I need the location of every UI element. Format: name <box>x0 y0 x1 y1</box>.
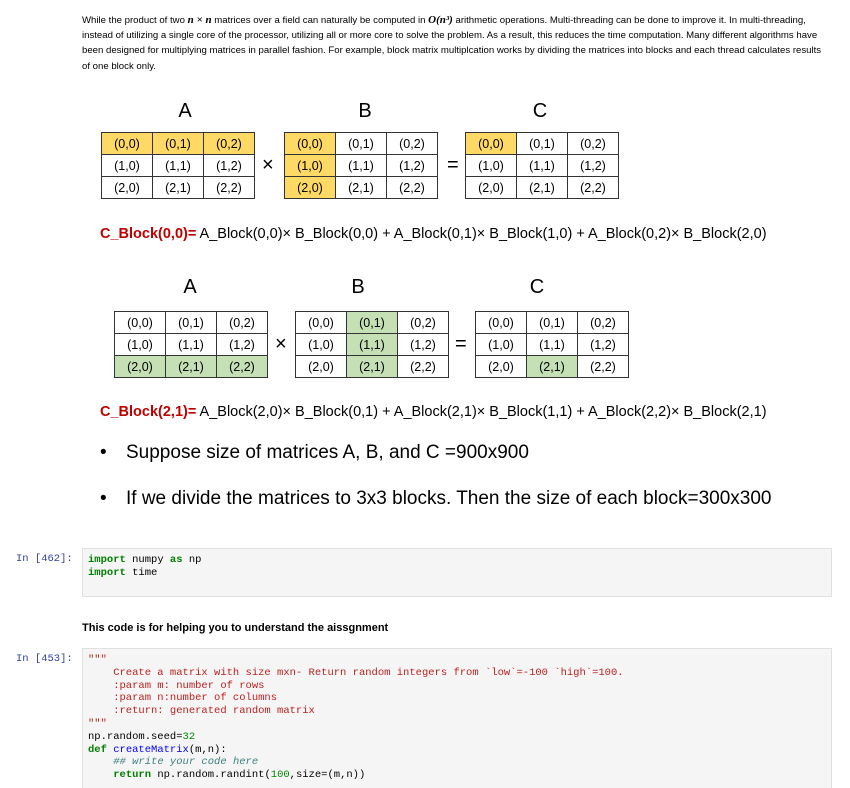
matrix-c-2: (0,0) (0,1) (0,2) (1,0) (1,1) (1,2) (2,0) (2,1) (2,2) <box>475 311 629 378</box>
formula-c-block-00: C_Block(0,0)= A_Block(0,0)× B_Block(0,0) + A_Block(0,1)× B_Block(1,0) + A_Block(0,2)× B_Block(2,0) <box>100 226 767 242</box>
code-cell-create-matrix[interactable]: """ Create a matrix with size mxn- Return random integers from `low`=-100 `high`=100. :param m: number of rows :param n:number of columns :return: generated random matrix """ np.random.seed=32 def createMatrix(m,n): ## write your code here return np.random.randint(100,size=(m,n)) <box>82 648 832 788</box>
matrix-a-1: (0,0) (0,1) (0,2) (1,0) (1,1) (1,2) (2,0) (2,1) (2,2) <box>101 132 255 199</box>
matrix-a-label-2: A <box>183 276 197 298</box>
matrix-a-2: (0,0) (0,1) (0,2) (1,0) (1,1) (1,2) (2,0) (2,1) (2,2) <box>114 311 268 378</box>
matrix-c-1: (0,0) (0,1) (0,2) (1,0) (1,1) (1,2) (2,0) (2,1) (2,2) <box>465 132 619 199</box>
bullet-item-2: • If we divide the matrices to 3x3 blocks. Then the size of each block=300x300 <box>100 488 772 509</box>
matrix-b-label-2: B <box>351 276 365 298</box>
equals-symbol-2: = <box>455 333 467 355</box>
intro-paragraph: While the product of two n × n matrices over a field can naturally be computed in O(n³) arithmetic operations. Multi-threading can be done to improve it. In multi-threading, instead of utilizing a single core of the processor, utilizing all or more core to solve the problem. As a result, this reduces the time computation. Many different algorithms have been designed for multiplying matrices in parallel fashion. For example, block matrix multiplcation works by dividing the matrices into blocks and each thread calculates results of one block only. <box>82 14 822 72</box>
cell-prompt-462: In [462]: <box>16 553 73 565</box>
times-symbol-2: × <box>275 333 287 355</box>
markdown-note: This code is for helping you to understand the aissgnment <box>82 622 389 634</box>
matrix-b-label: B <box>358 100 372 122</box>
formula-c-block-21: C_Block(2,1)= A_Block(2,0)× B_Block(0,1) + A_Block(2,1)× B_Block(1,1) + A_Block(2,2)× B_Block(2,1) <box>100 404 767 420</box>
matrix-b-1: (0,0) (0,1) (0,2) (1,0) (1,1) (1,2) (2,0) (2,1) (2,2) <box>284 132 438 199</box>
matrix-a-label: A <box>178 100 192 122</box>
equals-symbol: = <box>447 154 459 176</box>
matrix-c-label-2: C <box>529 276 545 298</box>
cell-prompt-453: In [453]: <box>16 653 73 665</box>
bullet-item-1: • Suppose size of matrices A, B, and C =900x900 <box>100 442 529 463</box>
matrix-c-label: C <box>532 100 548 122</box>
matrix-b-2: (0,0) (0,1) (0,2) (1,0) (1,1) (1,2) (2,0) (2,1) (2,2) <box>295 311 449 378</box>
code-cell-imports[interactable]: import numpy as np import time <box>82 548 832 597</box>
times-symbol: × <box>262 154 274 176</box>
